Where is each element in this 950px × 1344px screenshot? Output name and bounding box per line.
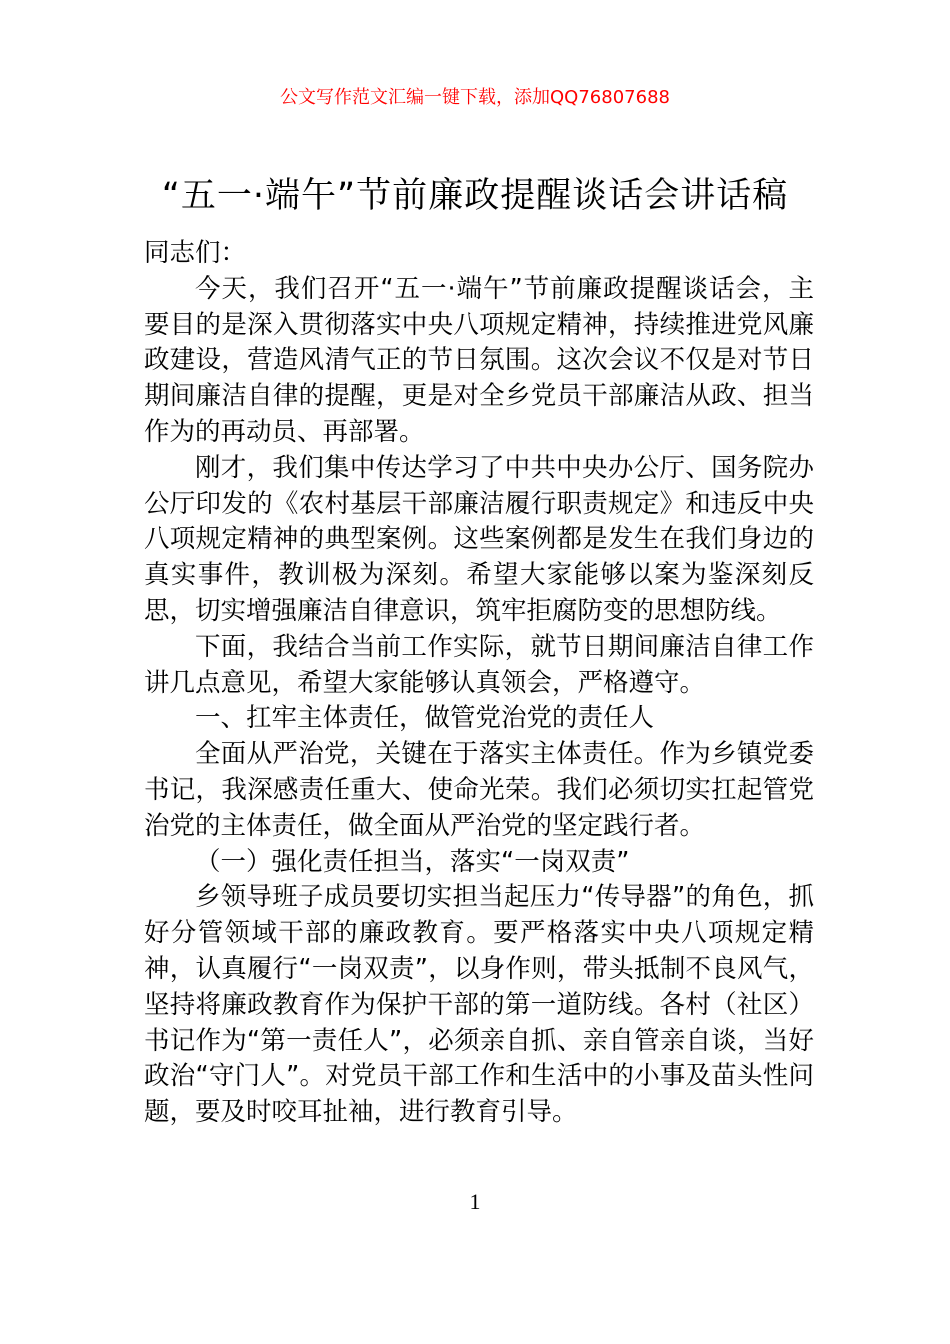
paragraph: 乡领导班子成员要切实担当起压力“传导器”的角色，抓好分管领域干部的廉政教育。要严格落实中央八项规定精神，认真履行“一岗双责”，以身作则，带头抵制不良风气，坚持将廉政教育作为保护干部的第一道防线。各村（社区）书记作为“第一责任人”，必须亲自抓、亲自管亲自谈，当好政治“守门人”。对党员干部工作和生活中的小事及苗头性问题，要及时咬耳扯袖，进行教育引导。 (144, 882, 814, 1128)
salutation: 同志们： (144, 238, 247, 268)
document-body (144, 236, 814, 1131)
page-number: 1 (469, 1189, 481, 1214)
section-heading: 一、扛牢主体责任，做管党治党的责任人 (195, 703, 655, 734)
document-title: “五一·端午”节前廉政提醒谈话会讲话稿 (161, 176, 789, 216)
paragraph: 全面从严治党，关键在于落实主体责任。作为乡镇党委书记，我深感责任重大、使命光荣。我们必须切实扛起管党治党的主体责任，做全面从严治党的坚定践行者。 (144, 739, 814, 841)
paragraph: 今天，我们召开“五一·端午”节前廉政提醒谈话会，主要目的是深入贯彻落实中央八项规定精神，持续推进党风廉政建设，营造风清气正的节日氛围。这次会议不仅是对节日期间廉洁自律的提醒，更是对全乡党员干部廉洁从政、担当作为的再动员、再部署。 (144, 273, 814, 447)
paragraph: 下面，我结合当前工作实际，就节日期间廉洁自律工作讲几点意见，希望大家能够认真领会，严格遵守。 (144, 631, 814, 698)
paragraph: 刚才，我们集中传达学习了中共中央办公厅、国务院办公厅印发的《农村基层干部廉洁履行职责规定》和违反中央八项规定精神的典型案例。这些案例都是发生在我们身边的真实事件，教训极为深刻。希望大家能够以案为鉴深刻反思，切实增强廉洁自律意识，筑牢拒腐防变的思想防线。 (144, 452, 814, 626)
watermark-text: 公文写作范文汇编一键下载，添加QQ76807688 (280, 87, 670, 108)
subsection-heading: （一）强化责任担当，落实“一岗双责” (195, 846, 630, 877)
